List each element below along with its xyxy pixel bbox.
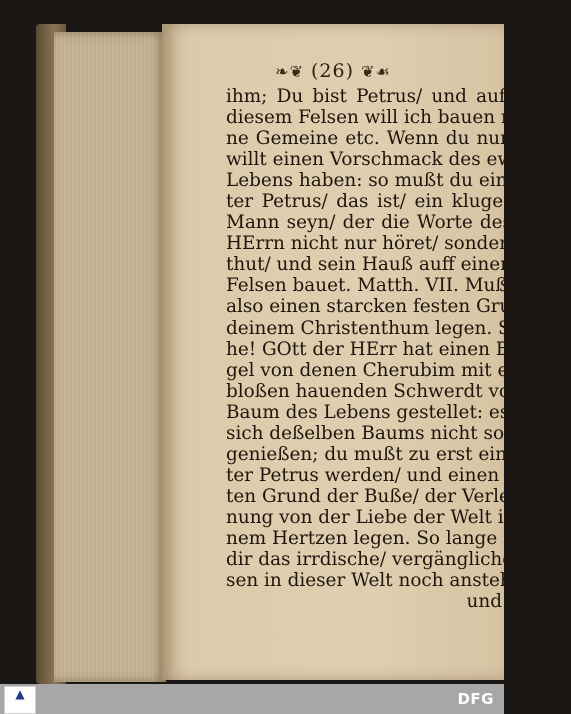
viewer-footer-bar	[0, 684, 504, 714]
text-line: ter Petrus/ das ist/ ein kluger	[226, 191, 512, 213]
text-line: Felsen bauet. Matth. VII. Mußt	[226, 275, 516, 297]
page-header	[162, 60, 504, 82]
text-line: deinem Christenthum legen. Sie-	[226, 317, 534, 339]
text-line: ten Grund der Buße/ der Verleug-	[226, 485, 540, 507]
page-stack	[54, 32, 166, 682]
text-line: sich deßelben Baums nicht so leicht	[226, 422, 563, 444]
text-line: nung von der Liebe der Welt in dei-	[226, 506, 557, 528]
library-logo[interactable]	[4, 686, 36, 714]
catchword: und	[466, 591, 502, 613]
book-spread	[36, 18, 571, 684]
text-line: genießen; du mußt zu erst ein rech-	[226, 443, 561, 465]
page-number: (26)	[311, 60, 355, 82]
text-line: Lebens haben: so mußt du ein rech-	[226, 170, 562, 192]
text-line: thut/ und sein Hauß auff einen	[226, 254, 512, 276]
text-line: gel von denen Cherubim mit einem	[226, 359, 555, 381]
text-line: sen in dieser Welt noch anstehet/	[226, 570, 537, 592]
text-line: ter Petrus werden/ und einen rech-	[226, 464, 554, 486]
page-text	[226, 86, 571, 613]
text-line: bloßen hauenden Schwerdt vor den	[226, 380, 560, 402]
text-line: HErrn nicht nur höret/ sondern auch	[226, 233, 571, 255]
left-ornament-icon: ❧❦	[275, 62, 304, 81]
library-logo-icon: ▲	[15, 687, 25, 701]
text-line: he! GOtt der HErr hat einen En-	[226, 338, 528, 360]
text-line: diesem Felsen will ich bauen mei-	[226, 107, 542, 129]
dfg-logo[interactable]: DFG	[457, 690, 494, 708]
text-line: Baum des Lebens gestellet: es läßt	[226, 401, 552, 423]
text-line: nem Hertzen legen. So lange als	[226, 527, 530, 549]
text-line: Mann seyn/ der die Worte des	[226, 212, 512, 234]
text-line: ne Gemeine etc. Wenn du nun	[226, 128, 512, 150]
text-line: dir das irrdische/ vergängliche We-	[226, 549, 554, 571]
book-page	[162, 24, 571, 680]
text-line: ihm; Du bist Petrus/ und auff	[226, 86, 512, 107]
text-line: also einen starcken festen Grund in	[226, 296, 559, 318]
text-line: willt einen Vorschmack des ewigen	[226, 149, 554, 171]
right-ornament-icon: ❦☙	[361, 62, 391, 81]
